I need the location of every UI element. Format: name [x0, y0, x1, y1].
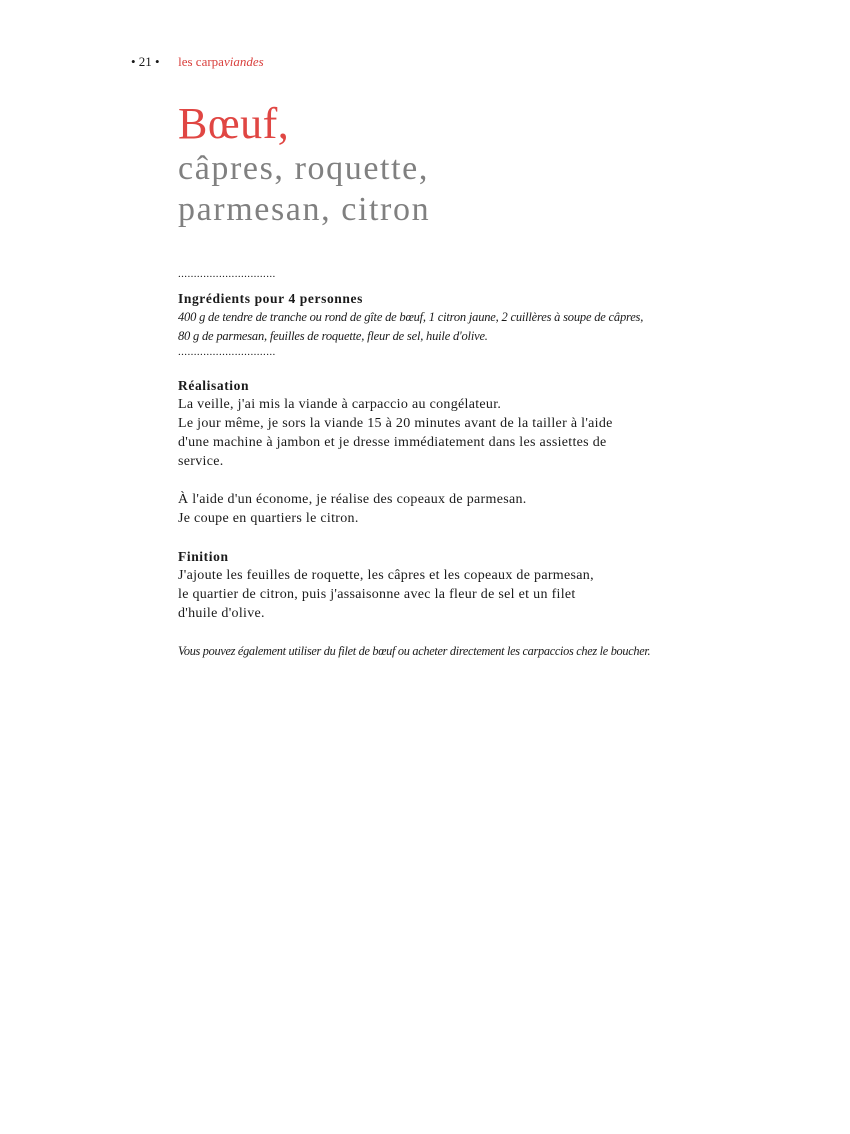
realisation-paragraph-1 [178, 395, 678, 471]
dotted-separator-top: ............................... [178, 268, 276, 280]
page-header [131, 54, 264, 70]
recipe-subtitle-line-2: parmesan, citron [178, 191, 431, 228]
recipe-title-main: Bœuf, [178, 99, 290, 148]
paragraph-line: service. [178, 454, 224, 469]
paragraph-line: d'une machine à jambon et je dresse immédiatement dans les assiettes de [178, 435, 607, 450]
paragraph-line: À l'aide d'un économe, je réalise des copeaux de parmesan. [178, 492, 527, 507]
paragraph-line: La veille, j'ai mis la viande à carpaccio au congélateur. [178, 397, 502, 412]
paragraph-line: le quartier de citron, puis j'assaisonne avec la fleur de sel et un filet [178, 587, 576, 602]
paragraph-line: Je coupe en quartiers le citron. [178, 511, 359, 526]
section-title-prefix: les carpa [178, 54, 224, 69]
realisation-paragraph-2 [178, 490, 678, 528]
finition-heading: Finition [178, 549, 229, 564]
paragraph-line: J'ajoute les feuilles de roquette, les câpres et les copeaux de parmesan, [178, 568, 594, 583]
recipe-title [178, 100, 430, 230]
ingredients-heading: Ingrédients pour 4 personnes [178, 291, 363, 306]
page-number: • 21 • [131, 54, 160, 69]
paragraph-line: Le jour même, je sors la viande 15 à 20 minutes avant de la tailler à l'aide [178, 416, 613, 431]
ingredients-line: 80 g de parmesan, feuilles de roquette, fleur de sel, huile d'olive. [178, 329, 488, 343]
recipe-tip-note: Vous pouvez également utiliser du filet de bœuf ou acheter directement les carpaccios chez le boucher. [178, 644, 651, 658]
section-title [178, 54, 264, 69]
finition-paragraph [178, 566, 678, 623]
dotted-separator-bottom: ............................... [178, 346, 276, 358]
recipe-subtitle-line-1: câpres, roquette, [178, 150, 429, 187]
ingredients-list [178, 308, 678, 346]
realisation-heading: Réalisation [178, 378, 250, 393]
paragraph-line: d'huile d'olive. [178, 606, 265, 621]
section-title-suffix: viandes [223, 54, 264, 69]
ingredients-line: 400 g de tendre de tranche ou rond de gîte de bœuf, 1 citron jaune, 2 cuillères à soupe de câpres, [178, 310, 644, 324]
recipe-body [178, 268, 678, 661]
